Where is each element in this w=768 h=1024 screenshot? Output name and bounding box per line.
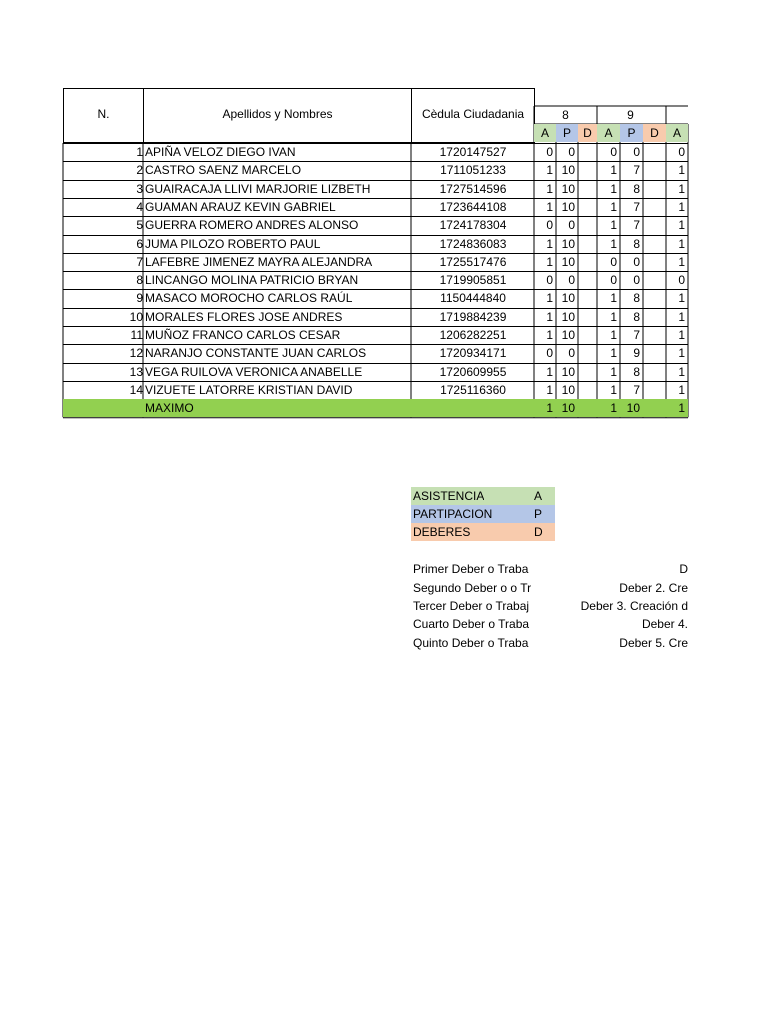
score-d1 — [578, 289, 597, 307]
legend-label: PARTIPACION — [413, 507, 493, 521]
score-d1 — [578, 253, 597, 271]
score-a2: 1 — [610, 181, 617, 196]
score-a1: 1 — [546, 291, 553, 306]
score-p2: 7 — [633, 199, 640, 214]
student-name: GUAMAN ARAUZ KEVIN GABRIEL — [145, 199, 336, 214]
score-a3: 1 — [678, 382, 685, 397]
score-p1: 10 — [561, 181, 575, 196]
score-d1 — [578, 180, 597, 198]
score-p2: 8 — [633, 309, 640, 324]
score-p2: 8 — [633, 236, 640, 251]
row-number: 12 — [129, 346, 143, 361]
score-p1: 10 — [561, 382, 575, 397]
score-p2: 8 — [633, 291, 640, 306]
header-name: Apellidos y Nombres — [222, 107, 333, 121]
score-d1 — [578, 344, 597, 362]
student-name: GUAIRACAJA LLIVI MARJORIE LIZBETH — [145, 181, 371, 196]
score-d2 — [643, 289, 666, 307]
assignment-right: Deber 5. Cre — [619, 636, 688, 650]
student-name: GUERRA ROMERO ANDRES ALONSO — [145, 218, 359, 233]
score-d1 — [578, 308, 597, 326]
score-d2 — [643, 308, 666, 326]
score-p1: 10 — [561, 291, 575, 306]
header-n: N. — [97, 107, 110, 121]
subheader-a: A — [666, 124, 688, 142]
student-name: MUÑOZ FRANCO CARLOS CESAR — [145, 328, 341, 342]
student-cedula: 1719884239 — [439, 309, 507, 324]
score-d1 — [578, 143, 597, 161]
row-number: 13 — [129, 364, 143, 379]
maximo-a3: 1 — [678, 401, 685, 416]
score-p1: 10 — [561, 309, 575, 324]
subheader-d: D — [643, 124, 666, 142]
score-p2: 7 — [633, 382, 640, 397]
score-p1: 0 — [568, 273, 575, 288]
assignment-right: Deber 3. Creación d — [580, 599, 688, 613]
maximo-a2: 1 — [610, 401, 617, 416]
legend-code: D — [534, 525, 543, 539]
subheader-p: P — [556, 124, 578, 142]
score-a1: 1 — [546, 181, 553, 196]
score-d2 — [643, 235, 666, 253]
student-name: CASTRO SAENZ MARCELO — [145, 163, 302, 178]
student-cedula: 1720147527 — [439, 145, 507, 159]
score-a2: 1 — [610, 199, 617, 214]
score-a3: 1 — [678, 254, 685, 269]
header-group-9: 9 — [627, 108, 634, 122]
score-p2: 8 — [633, 364, 640, 379]
score-d2 — [643, 216, 666, 234]
row-number: 6 — [136, 236, 143, 251]
student-name: LINCANGO MOLINA PATRICIO BRYAN — [145, 273, 359, 288]
student-name: MASACO MOROCHO CARLOS RAÚL — [145, 291, 353, 306]
student-name: JUMA PILOZO ROBERTO PAUL — [145, 236, 321, 251]
row-number: 14 — [129, 382, 143, 397]
student-cedula: 1725517476 — [439, 254, 507, 269]
score-d2 — [643, 271, 666, 289]
score-a1: 1 — [546, 309, 553, 324]
score-p2: 0 — [633, 254, 640, 269]
score-a2: 1 — [610, 218, 617, 233]
score-d2 — [643, 363, 666, 381]
score-d2 — [643, 344, 666, 362]
student-name: VIZUETE LATORRE KRISTIAN DAVID — [145, 382, 353, 397]
score-a3: 1 — [678, 291, 685, 306]
student-cedula: 1725116360 — [440, 382, 506, 397]
score-a2: 0 — [610, 273, 617, 288]
score-p1: 10 — [561, 364, 575, 379]
score-a2: 1 — [610, 328, 617, 342]
legend-row-participacion — [411, 505, 555, 523]
score-p1: 0 — [568, 346, 575, 361]
score-p2: 7 — [633, 163, 640, 178]
student-cedula: 1150444840 — [440, 291, 506, 306]
score-d1 — [578, 363, 597, 381]
header-group-8: 8 — [562, 108, 569, 122]
score-p2: 7 — [633, 328, 640, 342]
score-d2 — [643, 161, 666, 179]
score-a3: 1 — [678, 218, 685, 233]
score-p1: 10 — [561, 254, 575, 269]
student-cedula: 1711051233 — [440, 163, 506, 178]
legend-label: ASISTENCIA — [413, 489, 485, 503]
assignment-left: Cuarto Deber o Traba — [413, 617, 530, 631]
legend-label: DEBERES — [413, 525, 471, 539]
score-p2: 7 — [633, 218, 640, 233]
score-a2: 1 — [610, 236, 617, 251]
legend-row-asistencia — [411, 487, 555, 505]
student-name: APIÑA VELOZ DIEGO IVAN — [145, 145, 296, 159]
assignment-right: Deber 2. Cre — [619, 581, 688, 595]
score-a2: 1 — [610, 346, 617, 361]
assignment-left: Primer Deber o Traba — [413, 562, 529, 576]
score-d1 — [578, 271, 597, 289]
student-name: MORALES FLORES JOSE ANDRES — [145, 309, 343, 324]
score-a2: 1 — [610, 291, 617, 306]
row-number: 8 — [136, 273, 143, 288]
maximo-p1: 10 — [561, 401, 575, 416]
score-a1: 1 — [546, 163, 553, 178]
score-a3: 1 — [678, 346, 685, 361]
score-a1: 1 — [546, 364, 553, 379]
assignment-right: Deber 4. — [641, 617, 688, 631]
legend-row-deberes — [411, 523, 555, 541]
score-p1: 0 — [568, 218, 575, 233]
student-cedula: 1724836083 — [439, 236, 507, 251]
score-a1: 0 — [546, 346, 553, 361]
score-d2 — [643, 253, 666, 271]
score-a3: 0 — [678, 273, 685, 288]
score-d1 — [578, 216, 597, 234]
assignment-left: Quinto Deber o Traba — [413, 636, 529, 650]
score-p1: 0 — [568, 145, 575, 159]
score-d2 — [643, 198, 666, 216]
score-a1: 0 — [546, 145, 553, 159]
student-cedula: 1720934171 — [439, 346, 507, 361]
score-a2: 1 — [610, 382, 617, 397]
student-name: VEGA RUILOVA VERONICA ANABELLE — [145, 364, 363, 379]
assignment-right: D — [679, 562, 688, 576]
score-a3: 1 — [678, 364, 685, 379]
score-a3: 1 — [678, 163, 685, 178]
score-d2 — [643, 381, 666, 399]
maximo-a1: 1 — [546, 401, 553, 416]
student-cedula: 1724178304 — [439, 218, 507, 233]
student-cedula: 1719905851 — [439, 273, 507, 288]
assignment-left: Tercer Deber o Trabaj — [413, 599, 530, 613]
score-a2: 1 — [610, 364, 617, 379]
score-d1 — [578, 235, 597, 253]
score-d1 — [578, 198, 597, 216]
score-p2: 0 — [633, 145, 640, 159]
score-a1: 0 — [546, 218, 553, 233]
score-a1: 1 — [546, 254, 553, 269]
score-p1: 10 — [561, 199, 575, 214]
score-d1 — [578, 381, 597, 399]
student-cedula: 1206282251 — [439, 328, 507, 342]
row-number: 7 — [136, 254, 143, 269]
student-cedula: 1727514596 — [439, 181, 507, 196]
subheader-d: D — [578, 124, 597, 142]
score-d1 — [578, 326, 597, 344]
score-a1: 1 — [546, 199, 553, 214]
score-p1: 10 — [561, 328, 575, 342]
student-name: NARANJO CONSTANTE JUAN CARLOS — [145, 346, 367, 361]
score-a2: 0 — [610, 254, 617, 269]
score-a3: 1 — [678, 236, 685, 251]
row-number: 9 — [136, 291, 143, 306]
subheader-a: A — [534, 124, 556, 142]
student-name: LAFEBRE JIMENEZ MAYRA ALEJANDRA — [145, 254, 373, 269]
score-d2 — [643, 180, 666, 198]
legend-code: P — [534, 507, 543, 521]
row-number: 4 — [136, 199, 143, 214]
score-p1: 10 — [561, 163, 575, 178]
legend-code: A — [534, 489, 543, 503]
row-number: 1 — [136, 145, 143, 159]
score-d2 — [643, 326, 666, 344]
score-d2 — [643, 143, 666, 161]
score-a3: 1 — [678, 309, 685, 324]
score-d1 — [578, 161, 597, 179]
score-p2: 0 — [633, 273, 640, 288]
header-cedula: Cèdula Ciudadania — [421, 107, 525, 121]
score-a3: 1 — [678, 328, 685, 342]
score-a3: 1 — [678, 181, 685, 196]
row-number: 2 — [136, 163, 143, 178]
subheader-a: A — [597, 124, 620, 142]
maximo-label: MAXIMO — [145, 401, 194, 416]
score-a1: 1 — [546, 382, 553, 397]
score-p1: 10 — [561, 236, 575, 251]
row-number: 5 — [136, 218, 143, 233]
maximo-p2: 10 — [626, 401, 640, 416]
score-p2: 8 — [633, 181, 640, 196]
score-a2: 1 — [610, 163, 617, 178]
row-number: 11 — [130, 328, 143, 342]
row-number: 10 — [129, 309, 143, 324]
row-number: 3 — [136, 181, 143, 196]
score-p2: 9 — [633, 346, 640, 361]
score-a2: 0 — [610, 145, 617, 159]
student-cedula: 1723644108 — [439, 199, 507, 214]
score-a1: 1 — [546, 236, 553, 251]
score-a3: 0 — [678, 145, 685, 159]
score-a2: 1 — [610, 309, 617, 324]
assignment-left: Segundo Deber o o Tr — [413, 581, 532, 595]
student-cedula: 1720609955 — [439, 364, 507, 379]
score-a1: 0 — [546, 273, 553, 288]
score-a3: 1 — [678, 199, 685, 214]
score-a1: 1 — [546, 328, 553, 342]
subheader-p: P — [620, 124, 643, 142]
